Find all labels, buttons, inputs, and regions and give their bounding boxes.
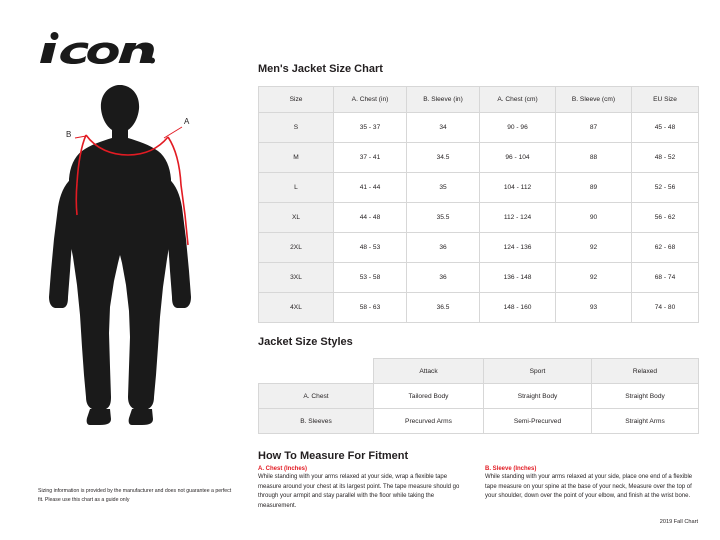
- fitment-sleeve-text: While standing with your arms relaxed at your side, place one end of a flexible tape measure on your spine at the base of your neck, Measure over the top of your shoulder, down over the point of your elbow, and finish at the wrist bone.: [485, 474, 693, 500]
- column-header-relaxed: Relaxed: [592, 359, 699, 384]
- cell-size: 3XL: [259, 263, 334, 293]
- cell-sleeve-in: 36: [407, 263, 480, 293]
- cell-sleeve-in: 35.5: [407, 203, 480, 233]
- cell-chest-cm: 90 - 96: [480, 113, 556, 143]
- cell-size: 4XL: [259, 293, 334, 323]
- icon-brand-wordmark: [38, 30, 156, 66]
- cell-sport: Straight Body: [484, 384, 592, 409]
- cell-chest-cm: 148 - 160: [480, 293, 556, 323]
- cell-chest-cm: 112 - 124: [480, 203, 556, 233]
- table-header-row: [259, 359, 699, 384]
- fitment-sleeve-heading: B. Sleeve (Inches): [485, 466, 537, 472]
- cell-sleeve-cm: 92: [556, 263, 632, 293]
- table-row: [259, 293, 699, 323]
- column-header: Size: [259, 87, 334, 113]
- cell-chest-cm: 136 - 148: [480, 263, 556, 293]
- marker-b-label: B: [66, 130, 72, 139]
- column-header-blank: [259, 359, 374, 384]
- table-row: [259, 143, 699, 173]
- cell-eu-size: 74 - 80: [632, 293, 699, 323]
- column-header: A. Chest (cm): [480, 87, 556, 113]
- measurement-figure: [30, 75, 230, 435]
- cell-chest-in: 44 - 48: [334, 203, 407, 233]
- cell-chest-in: 41 - 44: [334, 173, 407, 203]
- table-row: [259, 203, 699, 233]
- cell-eu-size: 48 - 52: [632, 143, 699, 173]
- cell-sleeve-in: 36.5: [407, 293, 480, 323]
- column-header: A. Chest (in): [334, 87, 407, 113]
- fitment-chest-heading: A. Chest (Inches): [258, 466, 308, 472]
- fitment-chest-block: [258, 466, 471, 512]
- fitment-instructions: [258, 466, 698, 512]
- cell-sport: Semi-Precurved: [484, 409, 592, 434]
- cell-chest-cm: 124 - 136: [480, 233, 556, 263]
- styles-section-title: Jacket Size Styles: [258, 336, 353, 348]
- fitment-section-title: How To Measure For Fitment: [258, 450, 409, 462]
- cell-sleeve-in: 35: [407, 173, 480, 203]
- cell-sleeve-cm: 90: [556, 203, 632, 233]
- fitment-sleeve-block: [485, 466, 698, 512]
- cell-relaxed: Straight Body: [592, 384, 699, 409]
- jacket-styles-table: [258, 358, 699, 434]
- fitment-chest-text: While standing with your arms relaxed at your side, wrap a flexible tape measure around your chest at its largest point. The tape measure should go through your armpit and stay parallel with the floor while taking the measurement.: [258, 474, 460, 510]
- cell-chest-in: 58 - 63: [334, 293, 407, 323]
- cell-eu-size: 56 - 62: [632, 203, 699, 233]
- row-label-sleeves: B. Sleeves: [259, 409, 374, 434]
- cell-eu-size: 52 - 56: [632, 173, 699, 203]
- column-header-sport: Sport: [484, 359, 592, 384]
- marker-a-label: A: [184, 117, 190, 126]
- cell-sleeve-cm: 93: [556, 293, 632, 323]
- cell-relaxed: Straight Arms: [592, 409, 699, 434]
- cell-sleeve-cm: 88: [556, 143, 632, 173]
- cell-size: XL: [259, 203, 334, 233]
- cell-size: L: [259, 173, 334, 203]
- table-row: [259, 233, 699, 263]
- cell-eu-size: 45 - 48: [632, 113, 699, 143]
- cell-chest-cm: 96 - 104: [480, 143, 556, 173]
- cell-eu-size: 62 - 68: [632, 233, 699, 263]
- column-header: EU Size: [632, 87, 699, 113]
- table-row: [259, 384, 699, 409]
- cell-sleeve-in: 34.5: [407, 143, 480, 173]
- left-panel: [0, 0, 250, 540]
- cell-chest-in: 35 - 37: [334, 113, 407, 143]
- cell-size: S: [259, 113, 334, 143]
- page-title: Men's Jacket Size Chart: [258, 63, 383, 75]
- cell-chest-cm: 104 - 112: [480, 173, 556, 203]
- cell-sleeve-in: 34: [407, 113, 480, 143]
- row-label-chest: A. Chest: [259, 384, 374, 409]
- table-row: [259, 173, 699, 203]
- cell-sleeve-cm: 89: [556, 173, 632, 203]
- column-header-attack: Attack: [374, 359, 484, 384]
- disclaimer-text: Sizing information is provided by the manufacturer and does not guarantee a perfect fit. Please use this chart as a guide only: [38, 488, 232, 504]
- cell-chest-in: 53 - 58: [334, 263, 407, 293]
- cell-size: 2XL: [259, 233, 334, 263]
- column-header: B. Sleeve (in): [407, 87, 480, 113]
- table-row: [259, 409, 699, 434]
- cell-chest-in: 48 - 53: [334, 233, 407, 263]
- cell-sleeve-cm: 92: [556, 233, 632, 263]
- cell-size: M: [259, 143, 334, 173]
- column-header: B. Sleeve (cm): [556, 87, 632, 113]
- cell-attack: Tailored Body: [374, 384, 484, 409]
- table-row: [259, 263, 699, 293]
- size-chart-table: [258, 86, 699, 323]
- cell-chest-in: 37 - 41: [334, 143, 407, 173]
- cell-eu-size: 68 - 74: [632, 263, 699, 293]
- cell-sleeve-cm: 87: [556, 113, 632, 143]
- footer-note: 2019 Fall Chart: [659, 519, 698, 525]
- table-row: [259, 113, 699, 143]
- cell-attack: Precurved Arms: [374, 409, 484, 434]
- cell-sleeve-in: 36: [407, 233, 480, 263]
- table-header-row: [259, 87, 699, 113]
